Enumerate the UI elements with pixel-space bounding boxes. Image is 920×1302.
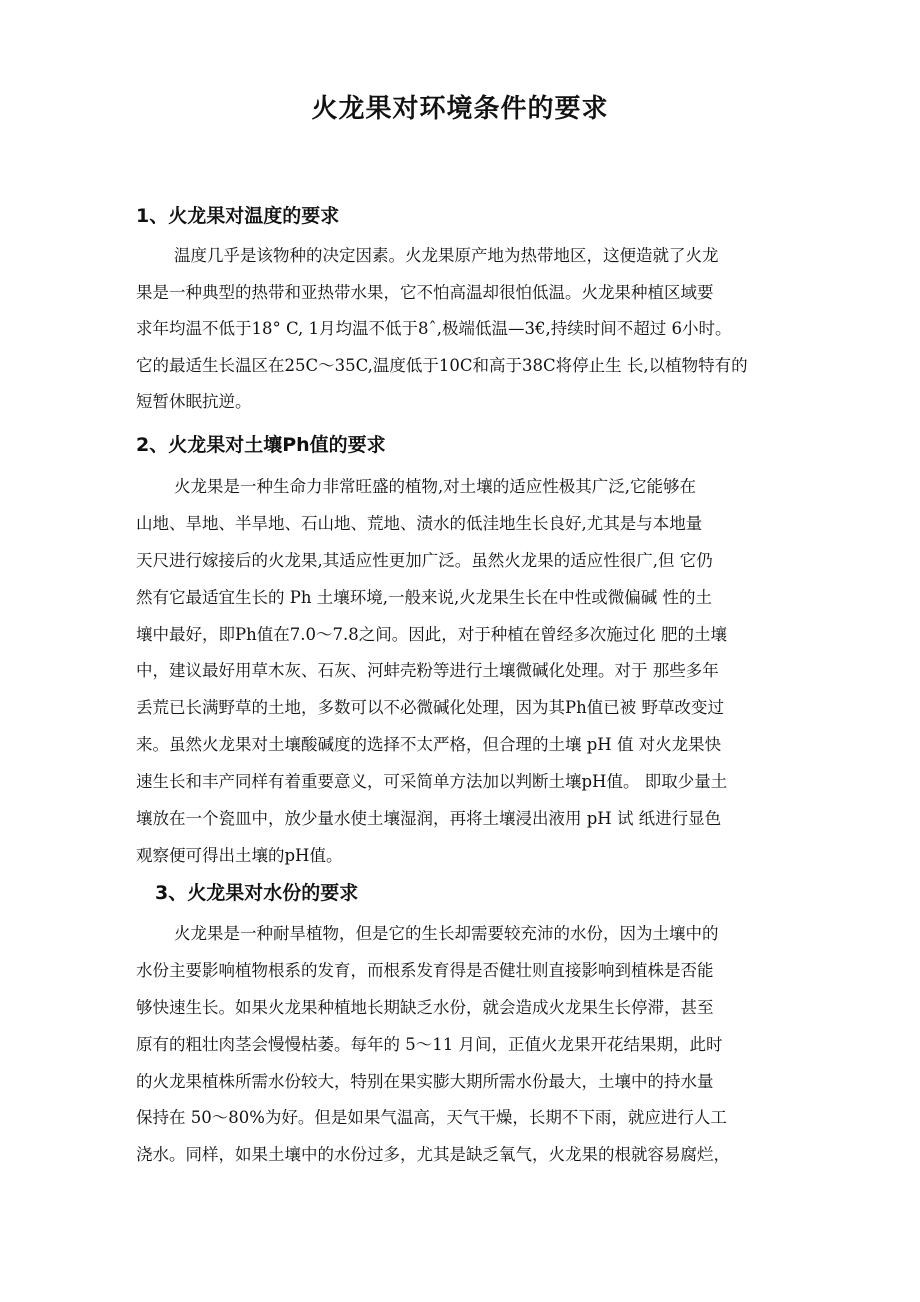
text-line: 原有的粗壮肉茎会慢慢枯萎。每年的 5～11 月间，正值火龙果开花结果期，此时	[136, 1034, 723, 1054]
section-heading-temperature: 1、火龙果对温度的要求	[136, 205, 340, 227]
text-line: 求年均温不低于18° C, 1月均温不低于8ˆ,极端低温—3€,持续时间不超过 6小时。	[136, 319, 732, 338]
text-line: 的火龙果植株所需水份较大，特别在果实膨大期所需水份最大，土壤中的持水量	[136, 1071, 714, 1091]
text-line: 山地、旱地、半旱地、石山地、荒地、渍水的低洼地生长良好,尤其是与本地量	[136, 513, 703, 533]
text-line: 水份主要影响植物根系的发育，而根系发育得是否健壮则直接影响到植株是否能	[136, 960, 714, 980]
text-line: 来。虽然火龙果对土壤酸碱度的选择不太严格，但合理的土壤 pH 值 对火龙果快	[136, 735, 722, 755]
text-line: 果是一种典型的热带和亚热带水果，它不怕高温却很怕低温。火龙果种植区域要	[136, 282, 714, 302]
text-line: 壤中最好，即Ph值在7.0～7.8之间。因此，对于种植在曾经多次施过化 肥的土壤	[136, 624, 727, 644]
text-line: 够快速生长。如果火龙果种植地长期缺乏水份，就会造成火龙果生长停滞，甚至	[136, 997, 714, 1017]
text-line: 速生长和丰产同样有着重要意义，可采简单方法加以判断土壤pH值。 即取少量土	[136, 772, 728, 792]
text-line: 丢荒已长满野草的土地，多数可以不必微碱化处理，因为其Ph值已被 野草改变过	[136, 698, 724, 718]
paragraph-temperature	[136, 238, 796, 421]
text-line: 天尺进行嫁接后的火龙果,其适应性更加广泛。虽然火龙果的适应性很广,但 它仍	[136, 550, 713, 570]
text-line: 然有它最适宜生长的 Ph 土壤环境,一般来说,火龙果生长在中性或微偏碱 性的土	[136, 587, 712, 607]
section-heading-water: 3、火龙果对水份的要求	[155, 882, 359, 904]
paragraph-soil-ph	[136, 469, 796, 875]
text-line: 火龙果是一种耐旱植物，但是它的生长却需要较充沛的水份，因为土壤中的	[174, 924, 719, 943]
text-line: 中，建议最好用草木灰、石灰、河蚌壳粉等进行土壤微碱化处理。对于 那些多年	[136, 661, 719, 681]
text-line: 浇水。同样，如果土壤中的水份过多，尤其是缺乏氧气，火龙果的根就容易腐烂，	[136, 1145, 730, 1165]
text-line: 观察便可得出土壤的pH值。	[136, 845, 343, 865]
text-line: 保持在 50～80%为好。但是如果气温高，天气干燥，长期不下雨，就应进行人工	[136, 1108, 727, 1128]
text-line: 温度几乎是该物种的决定因素。火龙果原产地为热带地区，这便造就了火龙	[174, 246, 719, 265]
document-title: 火龙果对环境条件的要求	[311, 94, 609, 124]
paragraph-water	[136, 916, 796, 1174]
section-heading-soil-ph: 2、火龙果对土壤Ph值的要求	[136, 434, 386, 456]
text-line: 它的最适生长温区在25C～35C,温度低于10C和高于38C将停止生 长,以植物特有的	[136, 355, 748, 375]
text-line: 壤放在一个瓷皿中，放少量水使土壤湿润，再将土壤浸出液用 pH 试 纸进行显色	[136, 809, 722, 829]
text-line: 短暂休眠抗逆。	[136, 392, 252, 411]
text-line: 火龙果是一种生命力非常旺盛的植物,对土壤的适应性极其广泛,它能够在	[174, 477, 696, 496]
